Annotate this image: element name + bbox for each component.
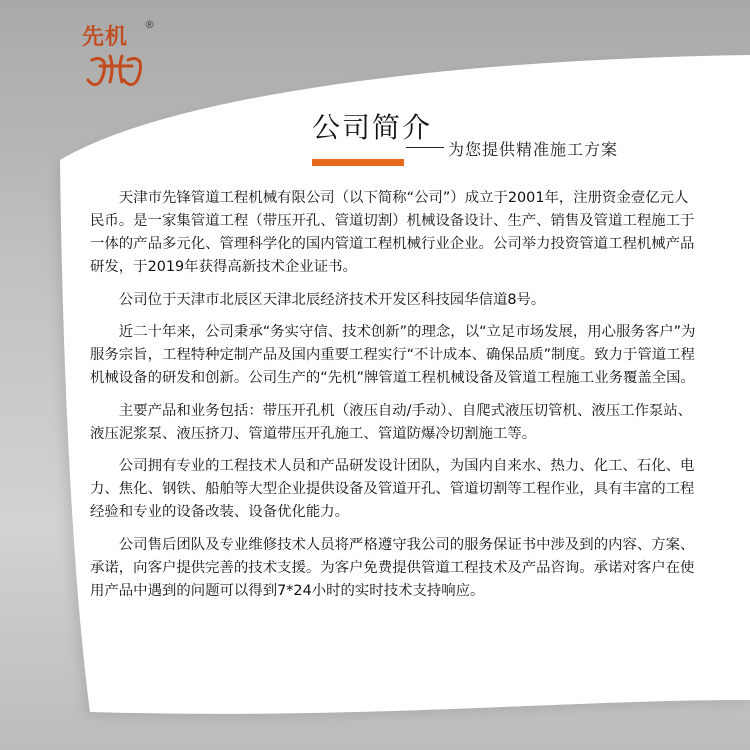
title-accent-bar — [312, 159, 404, 166]
paragraph-3: 近二十年来，公司秉承“务实守信、技术创新”的理念，以“立足市场发展，用心服务客户”为服务宗旨，工程特种定制产品及国内重要工程实行“不计成本、确保品质”制度。致力于管道工程机械设备的研发和创新。公司生产的“先机”牌管道工程机械设备及管道工程施工业务覆盖全国。 — [90, 324, 696, 386]
paragraph-6: 公司售后团队及专业维修技术人员将严格遵守我公司的服务保证书中涉及到的内容、方案、承诺，向客户提供完善的技术支援。为客户免费提供管道工程技术及产品咨询。承诺对客户在使用产品中遇到的问题可以得到7*24小时的实时技术支持响应。 — [90, 536, 695, 599]
page-title: 公司简介 — [312, 111, 433, 144]
paragraph-5: 公司拥有专业的工程技术人员和产品研发设计团队，为国内自来水、热力、化工、石化、电力、焦化、钢铁、船舶等大型企业提供设备及管道开孔、管道切割等工程作业，具有丰富的工程经验和专业的设备改装、设备优化能力。 — [90, 458, 695, 520]
registered-mark: ® — [144, 18, 155, 31]
paragraph-1: 天津市先锋管道工程机械有限公司（以下简称“公司”）成立于2001年，注册资金壹亿元人民币。是一家集管道工程（带压开孔、管道切割）机械设备设计、生产、销售及管道工程施工于一体的产品多元化、管理科学化的国内管道工程机械行业企业。公司举力投资管道工程机械产品研发，于2019年获得高新技术企业证书。 — [90, 190, 695, 275]
logo-emblem-icon — [70, 16, 162, 92]
page-subtitle: 为您提供精准施工方案 — [448, 140, 619, 159]
paragraph-4: 主要产品和业务包括：带压开孔机（液压自动/手动）、自爬式液压切管机、液压工作泵站、液压泥浆泵、液压挤刀、管道带压开孔施工、管道防爆冷切割施工等。 — [90, 402, 693, 442]
company-intro-text — [90, 187, 698, 612]
brand-logo — [70, 16, 162, 92]
logo-text: 先机 — [82, 24, 129, 50]
subtitle-dash — [406, 147, 444, 148]
paragraph-2: 公司位于天津市北辰区天津北辰经济技术开发区科技园华信道8号。 — [118, 291, 546, 308]
